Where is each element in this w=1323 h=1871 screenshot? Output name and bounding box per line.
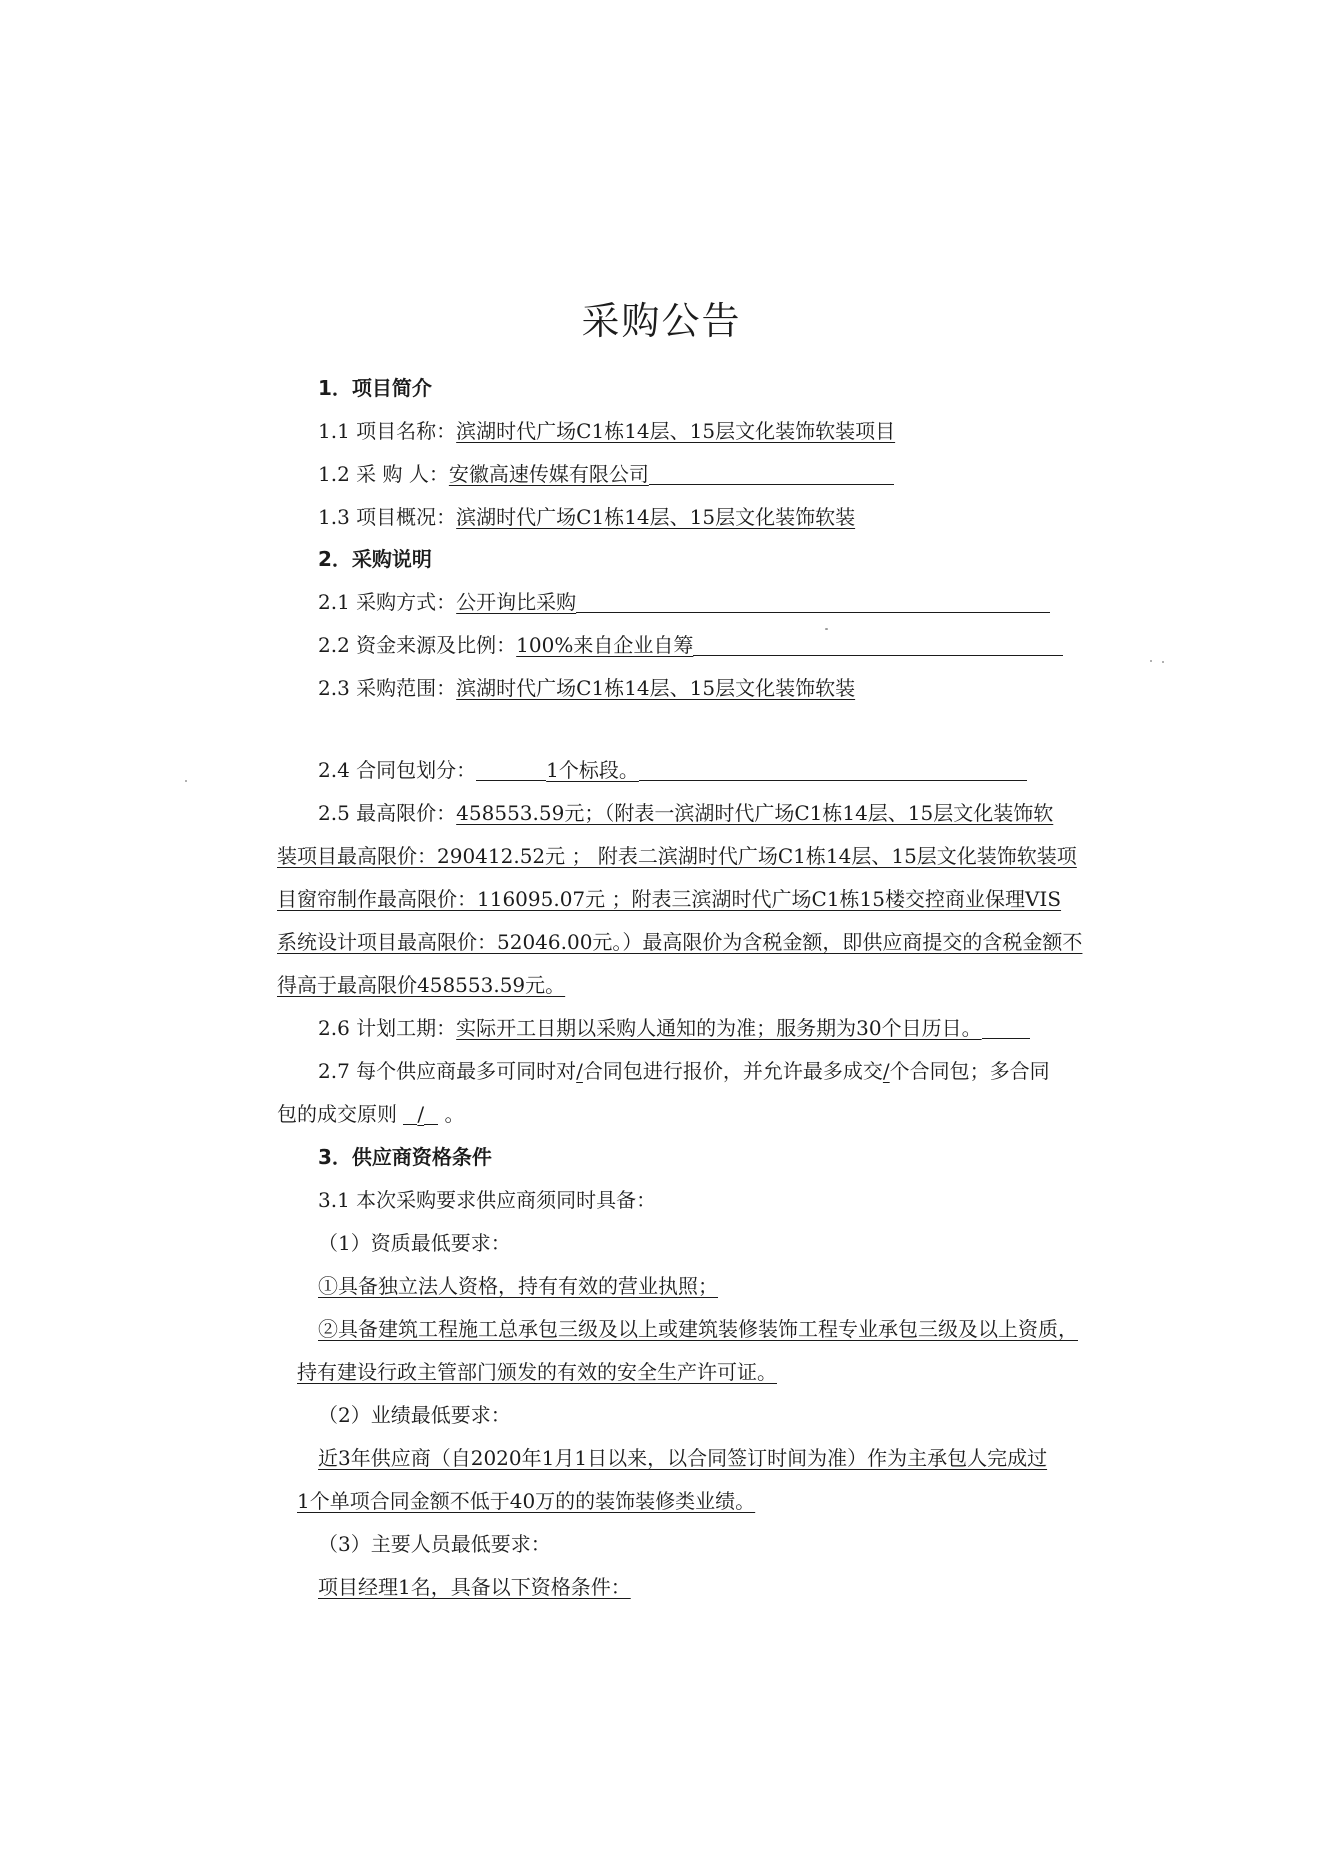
item-2-7-line-2 (277, 1102, 464, 1126)
personnel-label: （3）主要人员最低要求： (318, 1532, 551, 1556)
performance-label: （2）业绩最低要求： (318, 1403, 511, 1427)
item-2-7-text-c: 个合同包；多合同 (889, 1059, 1050, 1083)
item-2-7-text-e: 。 (444, 1102, 465, 1126)
blank-underline (649, 464, 894, 485)
item-2-6-label: 2.6 计划工期： (318, 1016, 457, 1040)
scan-speck (185, 780, 187, 782)
item-2-5-value-1: 458553.59元；（附表一滨湖时代广场C1栋14层、15层文化装饰软 (456, 801, 1054, 825)
item-2-5-line-1 (318, 801, 1053, 825)
item-2-1 (318, 590, 1050, 614)
item-2-4-label: 2.4 合同包划分： (318, 758, 477, 782)
qualification-item-2-line-1: ②具备建筑工程施工总承包三级及以上或建筑装修装饰工程专业承包三级及以上资质， (318, 1317, 1078, 1341)
item-1-1-value: 滨湖时代广场C1栋14层、15层文化装饰软装项目 (456, 419, 896, 443)
qualification-item-2-line-2: 持有建设行政主管部门颁发的有效的安全生产许可证。 (297, 1360, 777, 1384)
item-1-3-value: 滨湖时代广场C1栋14层、15层文化装饰软装 (456, 505, 856, 529)
qualification-item-1: ①具备独立法人资格，持有有效的营业执照； (318, 1274, 718, 1298)
item-2-5-line-5: 得高于最高限价458553.59元。 (277, 973, 566, 997)
section-3-heading: 3．供应商资格条件 (318, 1145, 492, 1169)
item-2-7-line-1 (318, 1059, 1050, 1083)
item-2-7-text-b: 合同包进行报价，并允许最多成交 (582, 1059, 883, 1083)
performance-line-2: 1个单项合同金额不低于40万的的装饰装修类业绩。 (297, 1489, 756, 1513)
blank-underline (693, 635, 1063, 656)
blank-underline (639, 760, 1027, 781)
item-3-1: 3.1 本次采购要求供应商须同时具备： (318, 1188, 657, 1212)
item-1-1-label: 1.1 项目名称： (318, 419, 457, 443)
item-1-2 (318, 462, 894, 486)
scan-speck (1150, 660, 1152, 662)
item-2-2-label: 2.2 资金来源及比例： (318, 633, 517, 657)
blank-underline (476, 760, 546, 781)
item-2-3 (318, 676, 855, 700)
item-2-4 (318, 758, 1027, 782)
item-1-1 (318, 419, 895, 443)
item-1-2-label: 1.2 采 购 人： (318, 462, 449, 486)
personnel-line-1: 项目经理1名，具备以下资格条件： (318, 1575, 631, 1599)
item-2-7-blank-2: / (882, 1059, 890, 1083)
item-2-3-label: 2.3 采购范围： (318, 676, 457, 700)
item-2-5-line-4: 系统设计项目最高限价：52046.00元。）最高限价为含税金额，即供应商提交的含税金额不 (277, 930, 1083, 954)
item-2-2 (318, 633, 1063, 657)
performance-line-1: 近3年供应商（自2020年1月1日以来，以合同签订时间为准）作为主承包人完成过 (318, 1446, 1048, 1470)
item-2-2-value: 100%来自企业自筹 (516, 633, 694, 657)
section-2-heading: 2．采购说明 (318, 547, 432, 571)
item-2-7-text-a: 2.7 每个供应商最多可同时对 (318, 1059, 577, 1083)
blank-underline (576, 592, 1050, 613)
item-2-4-value: 1个标段。 (546, 758, 639, 782)
blank-underline (424, 1104, 438, 1125)
item-2-1-value: 公开询比采购 (456, 590, 577, 614)
item-2-7-text-d: 包的成交原则 (277, 1102, 397, 1126)
item-1-3 (318, 505, 855, 529)
item-2-5-line-3: 目窗帘制作最高限价：116095.07元 ；附表三滨湖时代广场C1栋15楼交控商业保理VIS (277, 887, 1062, 911)
item-1-2-value: 安徽高速传媒有限公司 (448, 462, 649, 486)
scan-speck (1162, 661, 1164, 663)
blank-underline (403, 1104, 417, 1125)
blank-underline (982, 1018, 1030, 1039)
item-2-7-blank-1: / (576, 1059, 583, 1083)
section-1-heading: 1．项目简介 (318, 376, 432, 400)
qualification-label: （1）资质最低要求： (318, 1231, 511, 1255)
item-2-1-label: 2.1 采购方式： (318, 590, 457, 614)
item-1-3-label: 1.3 项目概况： (318, 505, 457, 529)
page-title: 采购公告 (581, 299, 742, 343)
item-2-7-blank-3: / (417, 1102, 425, 1126)
item-2-6-value: 实际开工日期以采购人通知的为准；服务期为30个日历日。 (456, 1016, 982, 1040)
item-2-6 (318, 1016, 1030, 1040)
item-2-5-line-2: 装项目最高限价：290412.52元 ； 附表二滨湖时代广场C1栋14层、15层文化装饰软装项 (277, 844, 1077, 868)
item-2-5-label: 2.5 最高限价： (318, 801, 457, 825)
item-2-3-value: 滨湖时代广场C1栋14层、15层文化装饰软装 (456, 676, 856, 700)
scan-speck (825, 628, 828, 630)
